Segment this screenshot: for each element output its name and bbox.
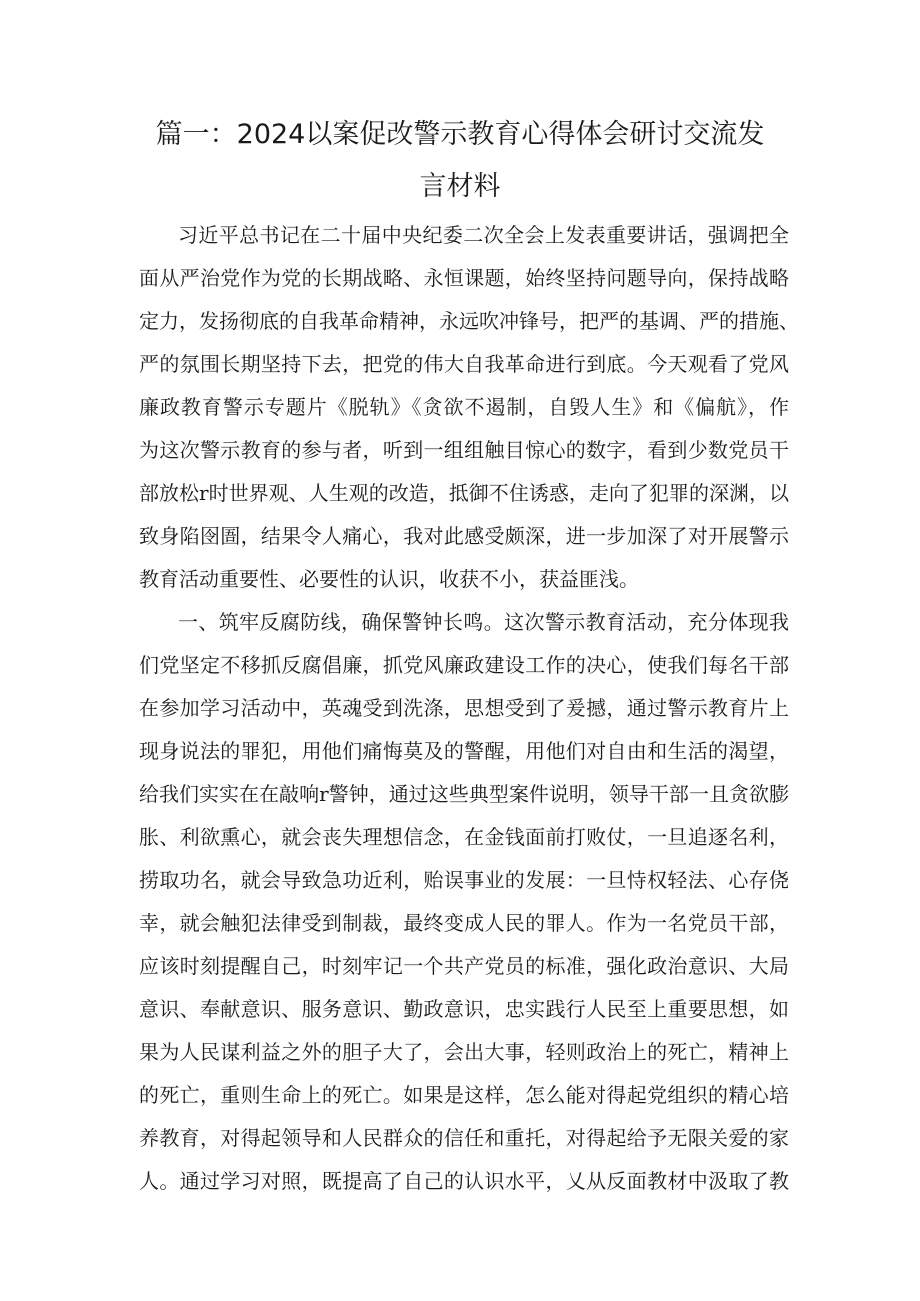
text-line: 教育活动重要性、必要性的认识，收获不小，获益匪浅。 [139, 567, 639, 591]
text-line: 应该时刻提醒自己，时刻牢记一个共产党员的标准，强化政治意识、大局 [139, 954, 789, 978]
text-line: 在参加学习活动中，英魂受到洗涤，思想受到了爰撼，通过警示教育片上 [139, 696, 789, 720]
text-line: 胀、利欲熏心，就会丧失理想信念，在金钱面前打败仗，一旦追逐名利， [139, 825, 789, 849]
text-line: 果为人民谋利益之外的胆子大了，会出大事，轻则政治上的死亡，精神上 [139, 1040, 789, 1064]
text-line: 为这次警示教育的参与者，听到一组组触目惊心的数字，看到少数党员干 [139, 438, 789, 462]
text-line: 意识、奉献意识、服务意识、勤政意识，忠实践行人民至上重要思想，如 [139, 997, 789, 1021]
text-line: 面从严治党作为党的长期战略、永恒课题，始终坚持问题导向，保持战略 [139, 266, 789, 290]
text-line: 捞取功名，就会导致急功近利，贻误事业的发展：一旦恃权轻法、心存侥 [139, 868, 789, 892]
text-line: 定力，发扬彻底的自我革命精神，永远吹冲锋号，把严的基调、严的措施、 [139, 309, 799, 333]
text-line: 幸，就会触犯法律受到制裁，最终变成人民的罪人。作为一名党员干部， [139, 911, 789, 935]
text-line: 部放松r时世界观、人生观的改造，抵御不住诱惑，走向了犯罪的深渊，以 [139, 481, 789, 505]
text-line: 人。通过学习对照，既提高了自己的认识水平，乂从反面教材中汲取了教 [139, 1169, 789, 1193]
text-line: 的死亡，重则生命上的死亡。如果是这样，怎么能对得起党组织的精心培 [139, 1083, 789, 1107]
text-line: 廉政教育警示专题片《脱轨》《贪欲不遏制，自毁人生》和《偏航》，作 [139, 395, 789, 419]
text-line: 们党坚定不移抓反腐倡廉，抓党风廉政建设工作的决心，使我们每名干部 [139, 653, 789, 677]
text-line: 习近平总书记在二十届中央纪委二次全会上发表重要讲话，强调把全 [178, 223, 789, 247]
title-line-1: 篇一：2024以案促改警示教育心得体会研讨交流发 [155, 119, 765, 150]
title-line-2: 言材料 [419, 171, 501, 202]
text-line: 给我们实实在在敲响r警钟，通过这些典型案件说明，领导干部一且贪欲膨 [139, 782, 789, 806]
text-line: 严的氛围长期坚持下去，把党的伟大自我革命进行到底。今天观看了党风 [139, 352, 789, 376]
text-line: 现身说法的罪犯，用他们痛悔莫及的警醒，用他们对自由和生活的渴望， [139, 739, 789, 763]
text-line: 养教育，对得起领导和人民群众的信任和重托，对得起给予无限关爱的家 [139, 1126, 789, 1150]
text-line: 一、筑牢反腐防线，确保警钟长鸣。这次警示教育活动，充分体现我 [178, 610, 789, 634]
text-line: 致身陷囹圄，结果令人痛心，我对此感受颇深，进一步加深了对开展警示 [139, 524, 789, 548]
